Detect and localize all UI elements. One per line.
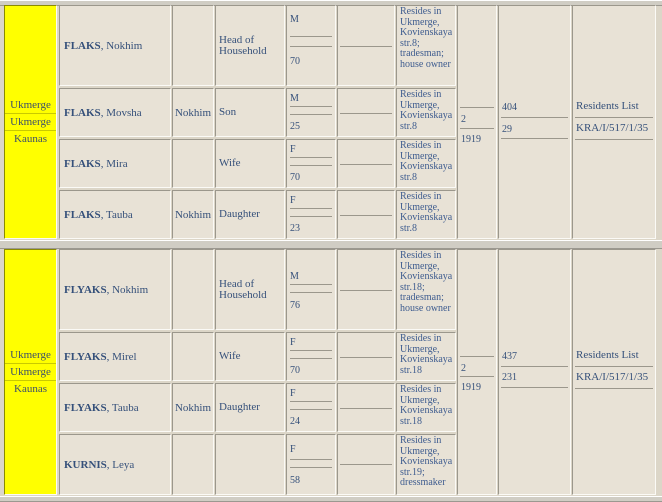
town-name: Ukmerge: [5, 97, 56, 114]
section-divider: [0, 496, 662, 502]
person-name: FLYAKS , Nokhim: [59, 249, 171, 330]
father-name: [172, 139, 214, 188]
father-name: [172, 249, 214, 330]
section-divider: [0, 240, 662, 249]
father-name: Nokhim: [172, 88, 214, 137]
residence-note: Resides in Ukmerge, Kovienskaya str.8: [396, 139, 456, 188]
person-name: FLAKS , Nokhim: [59, 5, 171, 86]
empty-cell: [337, 5, 395, 86]
father-name: Nokhim: [172, 383, 214, 432]
residence-note: Resides in Ukmerge, Kovienskaya str.8; tradesman; house owner: [396, 5, 456, 86]
sex-age-cell: F 58: [286, 434, 336, 495]
person-name: FLAKS , Mira: [59, 139, 171, 188]
record-number-cell: 437 231: [498, 249, 571, 495]
relation: Son: [215, 88, 285, 137]
residence-note: Resides in Ukmerge, Kovienskaya str.18: [396, 332, 456, 381]
person-name: FLAKS , Movsha: [59, 88, 171, 137]
father-name: Nokhim: [172, 190, 214, 239]
relation: Daughter: [215, 383, 285, 432]
residence-note: Resides in Ukmerge, Kovienskaya str.18; tradesman; house owner: [396, 249, 456, 330]
town-cell: [4, 5, 57, 239]
sex-age-cell: M 70: [286, 5, 336, 86]
relation: Wife: [215, 332, 285, 381]
residence-note: Resides in Ukmerge, Kovienskaya str.19; dressmaker: [396, 434, 456, 495]
father-name: [172, 5, 214, 86]
sex-age-cell: F 70: [286, 139, 336, 188]
relation: [215, 434, 285, 495]
source-cell: Residents List KRA/I/517/1/35: [572, 5, 656, 239]
empty-cell: [337, 139, 395, 188]
sex-age-cell: F 70: [286, 332, 336, 381]
record-number-cell: 404 29: [498, 5, 571, 239]
relation: Wife: [215, 139, 285, 188]
sex-age-cell: M 76: [286, 249, 336, 330]
residence-note: Resides in Ukmerge, Kovienskaya str.8: [396, 88, 456, 137]
person-name: FLYAKS , Tauba: [59, 383, 171, 432]
empty-cell: [337, 249, 395, 330]
empty-cell: [337, 383, 395, 432]
father-name: [172, 332, 214, 381]
relation: Head of Household: [215, 249, 285, 330]
person-name: KURNIS , Leya: [59, 434, 171, 495]
relation: Daughter: [215, 190, 285, 239]
empty-cell: [337, 190, 395, 239]
residence-note: Resides in Ukmerge, Kovienskaya str.8: [396, 190, 456, 239]
sex-age-cell: M 25: [286, 88, 336, 137]
empty-cell: [337, 434, 395, 495]
person-name: FLAKS , Tauba: [59, 190, 171, 239]
empty-cell: [337, 88, 395, 137]
sex-age-cell: F 24: [286, 383, 336, 432]
relation: Head of Household: [215, 5, 285, 86]
source-cell: Residents List KRA/I/517/1/35: [572, 249, 656, 495]
town-name: Ukmerge: [5, 347, 56, 364]
town-name: Ukmerge: [5, 364, 56, 381]
father-name: [172, 434, 214, 495]
year-cell: 2 1919: [457, 249, 497, 495]
sex-age-cell: F 23: [286, 190, 336, 239]
region-name: Kaunas: [14, 133, 47, 145]
empty-cell: [337, 332, 395, 381]
town-name: Ukmerge: [5, 114, 56, 131]
residence-note: Resides in Ukmerge, Kovienskaya str.18: [396, 383, 456, 432]
person-name: FLYAKS , Mirel: [59, 332, 171, 381]
region-name: Kaunas: [14, 383, 47, 395]
year-cell: 2 1919: [457, 5, 497, 239]
town-cell: [4, 249, 57, 495]
